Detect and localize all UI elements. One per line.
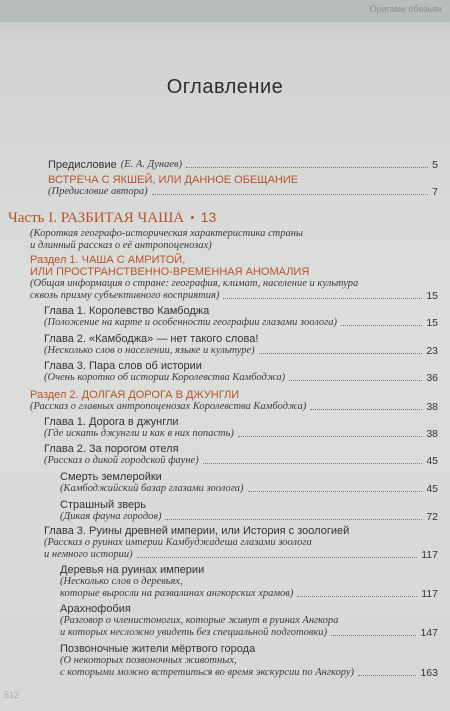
part-title: Часть I. РАЗБИТАЯ ЧАША [8,210,185,226]
entry-subtitle: и которых несложно увидеть без специальной подготовки) [60,627,328,638]
entry-title: Арахнофобия [60,603,131,615]
entry-page: 72 [426,511,438,523]
entry-page: 163 [420,667,438,679]
entry-page: 38 [426,401,438,413]
entry-page: 7 [432,186,438,198]
section-title-line2: ИЛИ ПРОСТРАНСТВЕННО-ВРЕМЕННАЯ АНОМАЛИЯ [30,266,310,278]
entry-subtitle: (Несколько слов о деревьях, [60,576,183,587]
entry-page: 23 [426,345,438,357]
entry-author: (Е. А. Дунаев) [120,159,183,170]
entry-title: ВСТРЕЧА С ЯКШЕЙ, ИЛИ ДАННОЕ ОБЕЩАНИЕ [48,174,299,186]
toc-chapter-3[interactable] [44,360,438,384]
toc-s2-chapter-2[interactable] [44,443,438,467]
section-title: Раздел 2. ДОЛГАЯ ДОРОГА В ДЖУНГЛИ [30,389,240,401]
entry-title: Глава 2. «Камбоджа» — нет такого слова! [44,333,259,345]
entry-subtitle: и немного истории) [44,549,133,560]
entry-subtitle: (Очень коротко об истории Королевства Камбоджа) [44,372,286,383]
part-bullet: • [190,210,195,225]
entry-subtitle: (Дикая фауна городов) [60,511,162,522]
page-title: Оглавление [166,76,284,98]
toc-subchapter-shrew[interactable] [60,471,438,495]
entry-subtitle: (Несколько слов о населении, языке и культуре) [44,345,255,356]
section-subtitle: (Общая информация о стране: география, климат, население и культура [30,278,359,289]
toc-s2-chapter-1[interactable] [44,416,438,440]
toc-s2-chapter-3[interactable] [44,525,438,561]
entry-title: Глава 2. За порогом отеля [44,443,179,455]
entry-page: 45 [426,455,438,467]
entry-title: Глава 1. Королевство Камбоджа [44,305,210,317]
entry-title: Страшный зверь [60,499,146,511]
entry-subtitle: (Где искать джунгли и как в них попасть) [44,428,234,439]
toc-chapter-1[interactable] [44,305,438,329]
entry-title: Предисловие [48,159,117,171]
entry-title: Глава 1. Дорога в джунгли [44,416,179,428]
toc-section-2[interactable] [30,389,438,413]
entry-page: 15 [426,317,438,329]
entry-title: Деревья на руинах империи [60,564,205,576]
entry-subtitle: (О некоторых позвоночных животных, [60,655,237,666]
toc-entry-meeting[interactable] [48,174,438,198]
entry-subtitle: (Предисловие автора) [48,186,148,197]
toc-subchapter-trees[interactable] [60,564,438,600]
running-header: Оригами обезьян [369,4,442,14]
entry-subtitle: (Рассказ о руинах империи Камбуджадеша глазами зоолога [44,537,312,548]
toc-chapter-2[interactable] [44,333,438,357]
entry-page: 15 [426,290,438,302]
entry-title: Глава 3. Пара слов об истории [44,360,202,372]
entry-subtitle: (Разговор о членистоногих, которые живут в руинах Ангкора [60,615,339,626]
entry-page: 5 [432,159,438,171]
part-subtitle: (Короткая географо-историческая характеристика страны и длинный рассказ о её антропоценозах) [30,228,304,251]
entry-title: Смерть землеройки [60,471,162,483]
toc-subchapter-arachnophobia[interactable] [60,603,438,639]
entry-page: 38 [426,428,438,440]
entry-subtitle: (Рассказ о дикой городской фауне) [44,455,199,466]
page-number: 512 [4,690,20,700]
entry-page: 117 [421,549,438,561]
toc-subchapter-vertebrates[interactable] [60,643,438,679]
part-heading[interactable] [8,209,216,227]
entry-subtitle: (Камбоджийский базар глазами зоолога) [60,483,244,494]
entry-subtitle: с которыми можно встретиться во время экскурсии по Ангкору) [60,667,355,678]
toc-section-1[interactable] [30,254,438,302]
toc-subchapter-beast[interactable] [60,499,438,523]
entry-page: 147 [420,627,438,639]
entry-subtitle: (Положение на карте и особенности географии глазами зоолога) [44,317,338,328]
entry-subtitle: которые выросли на развалинах ангкорских храмов) [60,588,294,599]
entry-page: 45 [426,483,438,495]
section-title-line1: Раздел 1. ЧАША С АМРИТОЙ, [30,254,186,266]
entry-title: Глава 3. Руины древней империи, или История с зоологией [44,525,350,537]
section-subtitle: сквозь призму субъективного восприятия) [30,290,220,301]
toc-entry-preface[interactable] [48,153,438,171]
entry-page: 117 [421,588,438,600]
entry-page: 36 [426,372,438,384]
entry-title: Позвоночные жители мёртвого города [60,643,256,655]
part-page: 13 [200,209,217,225]
section-subtitle: (Рассказ о главных антропоценозах Королевства Камбоджа) [30,401,307,412]
